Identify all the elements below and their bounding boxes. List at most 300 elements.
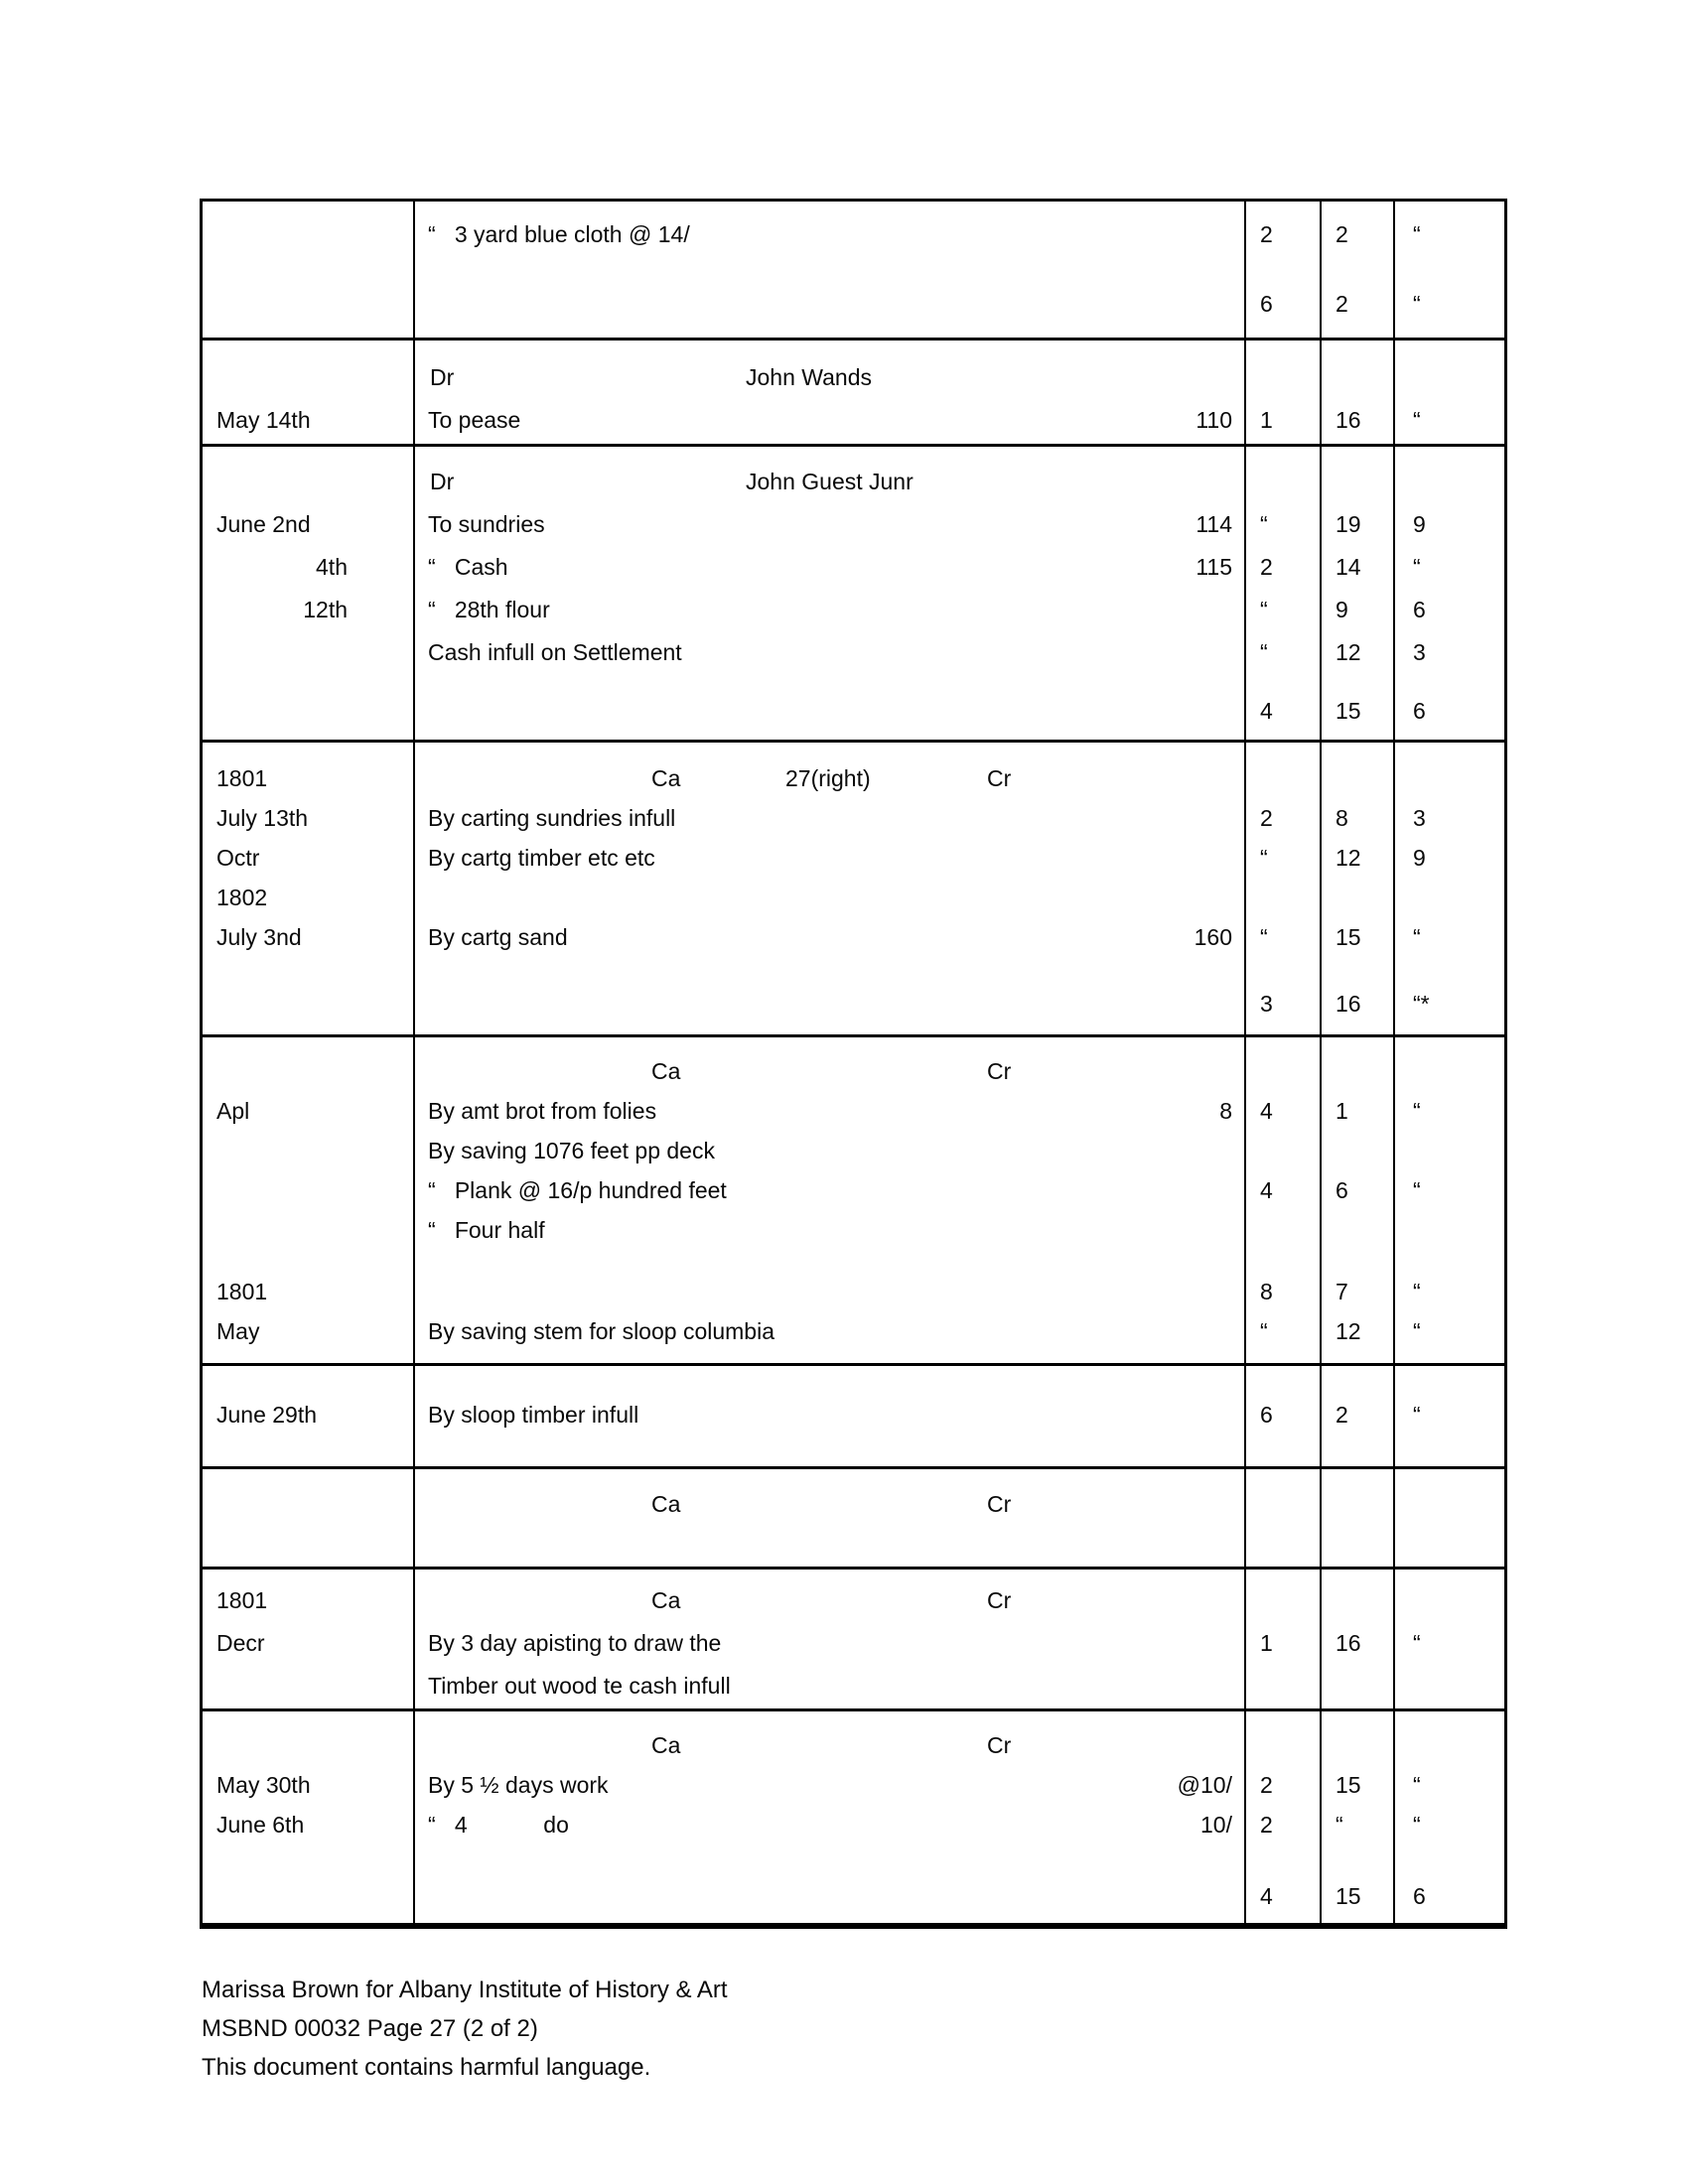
- amount-col2-cell: [1320, 1394, 1393, 1436]
- amount-col1-cell: [1244, 758, 1320, 798]
- amount-value: 3: [1413, 805, 1426, 831]
- description-cell: [413, 1091, 1244, 1131]
- amount-col3-cell: [1393, 631, 1504, 674]
- table-row: [203, 341, 1504, 447]
- account-name: John Wands: [746, 364, 872, 390]
- column-divider: [1244, 202, 1246, 1926]
- date-cell: [203, 1876, 413, 1916]
- description-cell: [413, 838, 1244, 878]
- amount-col3-cell: [1393, 1394, 1504, 1436]
- table-row: [203, 447, 1504, 743]
- entry-description: “ 28th flour: [428, 597, 550, 622]
- entry-description: “ 4 do: [428, 1812, 569, 1838]
- description-cell: [413, 1170, 1244, 1210]
- amount-col3-cell: [1393, 546, 1504, 589]
- amount-col1-cell: [1244, 917, 1320, 957]
- description-cell: [413, 631, 1244, 674]
- amount-value: “: [1336, 1812, 1343, 1838]
- amount-value: 2: [1336, 221, 1348, 247]
- amount-value: 2: [1336, 291, 1348, 317]
- amount-value: 9: [1413, 845, 1426, 871]
- table-line: [203, 461, 1504, 503]
- amount-col2-cell: [1320, 1311, 1393, 1351]
- account-name: John Guest Junr: [746, 469, 914, 494]
- cr-label: Cr: [987, 1491, 1012, 1517]
- folio-ref: 8: [1219, 1098, 1232, 1124]
- folio-ref: 115: [1196, 554, 1232, 580]
- date-text: 4th: [316, 554, 348, 580]
- description-cell: [413, 213, 1244, 256]
- cr-label: Cr: [987, 1587, 1012, 1613]
- amount-col3-cell: [1393, 1765, 1504, 1805]
- entry-description: By saving 1076 feet pp deck: [428, 1138, 715, 1163]
- description-cell: [413, 283, 1244, 326]
- amount-value: 4: [1260, 698, 1273, 724]
- amount-col1-cell: [1244, 1272, 1320, 1311]
- amount-col1-cell: [1244, 399, 1320, 442]
- date-cell: [203, 283, 413, 326]
- ca-label: Ca: [651, 1058, 681, 1084]
- entry-description: “ 3 yard blue cloth @ 14/: [428, 221, 690, 247]
- folio-ref: 110: [1196, 407, 1232, 433]
- amount-col3-cell: [1393, 1272, 1504, 1311]
- amount-value: 6: [1260, 291, 1273, 317]
- date-cell: [203, 399, 413, 442]
- date-text: Apl: [216, 1098, 250, 1124]
- date-text: 12th: [303, 597, 348, 622]
- amount-col1-cell: [1244, 1765, 1320, 1805]
- amount-value: “: [1413, 291, 1421, 317]
- amount-value: 12: [1336, 1318, 1361, 1344]
- date-cell: [203, 1805, 413, 1844]
- cr-label: Cr: [987, 1732, 1012, 1758]
- table-line: [203, 399, 1504, 442]
- ledger-table: [200, 199, 1507, 1929]
- amount-col2-cell: [1320, 1210, 1393, 1250]
- amount-value: “: [1260, 1318, 1268, 1344]
- description-cell: [413, 399, 1244, 442]
- amount-col1-cell: [1244, 1091, 1320, 1131]
- table-line: [203, 878, 1504, 917]
- amount-col3-cell: [1393, 399, 1504, 442]
- table-line: [203, 1170, 1504, 1210]
- table-line: [203, 589, 1504, 631]
- date-text: May: [216, 1318, 260, 1344]
- footer-attribution: Marissa Brown for Albany Institute of History & Art: [202, 1977, 728, 2003]
- amount-col2-cell: [1320, 1765, 1393, 1805]
- amount-value: “: [1413, 1772, 1421, 1798]
- amount-col1-cell: [1244, 356, 1320, 399]
- amount-value: 6: [1413, 597, 1426, 622]
- table-line: [203, 1876, 1504, 1916]
- description-cell: [413, 546, 1244, 589]
- amount-col2-cell: [1320, 1805, 1393, 1844]
- amount-value: 16: [1336, 407, 1361, 433]
- date-text: 1801: [216, 1587, 268, 1613]
- footer: [202, 1971, 728, 2087]
- entry-description: By cartg sand: [428, 924, 568, 950]
- folio-note: 27(right): [785, 765, 871, 791]
- date-cell: [203, 1725, 413, 1765]
- table-row: [203, 202, 1504, 341]
- amount-value: “: [1413, 1402, 1421, 1428]
- table-line: [203, 1725, 1504, 1765]
- date-cell: [203, 1170, 413, 1210]
- amount-value: 9: [1413, 511, 1426, 537]
- table-line: [203, 1394, 1504, 1436]
- description-cell: [413, 1210, 1244, 1250]
- table-line: [203, 1210, 1504, 1250]
- table-line: [203, 1622, 1504, 1665]
- table-line: [203, 503, 1504, 546]
- amount-col3-cell: [1393, 213, 1504, 256]
- amount-value: “: [1413, 1098, 1421, 1124]
- date-cell: [203, 1483, 413, 1526]
- date-cell: [203, 690, 413, 733]
- amount-value: 16: [1336, 991, 1361, 1017]
- amount-col1-cell: [1244, 690, 1320, 733]
- date-cell: [203, 1765, 413, 1805]
- amount-col3-cell: [1393, 758, 1504, 798]
- amount-col2-cell: [1320, 917, 1393, 957]
- date-cell: [203, 356, 413, 399]
- amount-col3-cell: [1393, 1170, 1504, 1210]
- amount-col1-cell: [1244, 1311, 1320, 1351]
- description-cell: [413, 1579, 1244, 1622]
- amount-value: 6: [1413, 698, 1426, 724]
- amount-value: 1: [1260, 407, 1273, 433]
- blank-line: [203, 1844, 1504, 1876]
- amount-col1-cell: [1244, 461, 1320, 503]
- amount-col1-cell: [1244, 838, 1320, 878]
- amount-value: “: [1413, 407, 1421, 433]
- amount-value: “: [1413, 1812, 1421, 1838]
- amount-col1-cell: [1244, 503, 1320, 546]
- description-cell: [413, 461, 1244, 503]
- table-row: [203, 743, 1504, 1037]
- amount-value: 1: [1336, 1098, 1348, 1124]
- table-row: [203, 1469, 1504, 1570]
- date-text: May 30th: [216, 1772, 311, 1798]
- amount-value: “: [1260, 511, 1268, 537]
- amount-value: “: [1413, 1318, 1421, 1344]
- date-cell: [203, 1051, 413, 1091]
- amount-col3-cell: [1393, 1876, 1504, 1916]
- date-cell: [203, 1091, 413, 1131]
- amount-value: “: [1413, 554, 1421, 580]
- amount-col3-cell: [1393, 1131, 1504, 1170]
- description-cell: [413, 356, 1244, 399]
- table-line: [203, 1665, 1504, 1707]
- amount-value: “: [1413, 1279, 1421, 1304]
- description-cell: [413, 589, 1244, 631]
- table-line: [203, 1272, 1504, 1311]
- amount-col3-cell: [1393, 589, 1504, 631]
- amount-col3-cell: [1393, 356, 1504, 399]
- amount-value: 4: [1260, 1098, 1273, 1124]
- description-cell: [413, 1051, 1244, 1091]
- table-line: [203, 1765, 1504, 1805]
- date-cell: [203, 758, 413, 798]
- description-cell: [413, 1394, 1244, 1436]
- amount-value: 2: [1260, 1772, 1273, 1798]
- date-cell: [203, 1394, 413, 1436]
- amount-value: “: [1260, 924, 1268, 950]
- amount-col2-cell: [1320, 1272, 1393, 1311]
- description-cell: [413, 798, 1244, 838]
- amount-col2-cell: [1320, 1051, 1393, 1091]
- amount-value: 12: [1336, 639, 1361, 665]
- amount-col1-cell: [1244, 1805, 1320, 1844]
- table-line: [203, 1051, 1504, 1091]
- amount-col2-cell: [1320, 984, 1393, 1024]
- amount-col2-cell: [1320, 1170, 1393, 1210]
- amount-col2-cell: [1320, 838, 1393, 878]
- description-cell: [413, 758, 1244, 798]
- date-cell: [203, 461, 413, 503]
- amount-value: 4: [1260, 1177, 1273, 1203]
- date-text: 1801: [216, 1279, 268, 1304]
- date-cell: [203, 503, 413, 546]
- amount-value: 2: [1260, 221, 1273, 247]
- column-divider: [1320, 202, 1322, 1926]
- amount-col3-cell: [1393, 1091, 1504, 1131]
- folio-ref: @10/: [1177, 1772, 1232, 1798]
- amount-col2-cell: [1320, 1131, 1393, 1170]
- amount-col1-cell: [1244, 1210, 1320, 1250]
- date-text: May 14th: [216, 407, 311, 433]
- amount-value: “: [1413, 221, 1421, 247]
- entry-description: Cash infull on Settlement: [428, 639, 682, 665]
- amount-col1-cell: [1244, 1394, 1320, 1436]
- amount-value: “: [1260, 597, 1268, 622]
- amount-col1-cell: [1244, 589, 1320, 631]
- date-cell: [203, 589, 413, 631]
- blank-line: [203, 957, 1504, 984]
- date-cell: [203, 1272, 413, 1311]
- amount-value: 7: [1336, 1279, 1348, 1304]
- amount-col1-cell: [1244, 1622, 1320, 1665]
- table-line: [203, 838, 1504, 878]
- amount-col1-cell: [1244, 1665, 1320, 1707]
- amount-col2-cell: [1320, 1579, 1393, 1622]
- folio-ref: 10/: [1200, 1812, 1232, 1838]
- entry-description: By 3 day apisting to draw the: [428, 1630, 722, 1656]
- date-text: July 13th: [216, 805, 309, 831]
- date-cell: [203, 1579, 413, 1622]
- amount-col1-cell: [1244, 631, 1320, 674]
- table-row: [203, 1366, 1504, 1469]
- entry-description: “ Plank @ 16/p hundred feet: [428, 1177, 727, 1203]
- entry-description: By saving stem for sloop columbia: [428, 1318, 774, 1344]
- date-cell: [203, 878, 413, 917]
- amount-col2-cell: [1320, 1622, 1393, 1665]
- amount-col1-cell: [1244, 213, 1320, 256]
- column-divider: [1393, 202, 1395, 1926]
- amount-value: 4: [1260, 1883, 1273, 1909]
- entry-description: By sloop timber infull: [428, 1402, 639, 1428]
- amount-col2-cell: [1320, 503, 1393, 546]
- table-line: [203, 690, 1504, 733]
- amount-col3-cell: [1393, 1725, 1504, 1765]
- description-cell: [413, 1765, 1244, 1805]
- entry-description: To sundries: [428, 511, 545, 537]
- amount-col1-cell: [1244, 1725, 1320, 1765]
- amount-value: “: [1413, 1630, 1421, 1656]
- ca-label: Ca: [651, 1587, 681, 1613]
- date-text: June 29th: [216, 1402, 318, 1428]
- entry-description: By cartg timber etc etc: [428, 845, 655, 871]
- amount-col3-cell: [1393, 1051, 1504, 1091]
- amount-value: 3: [1260, 991, 1273, 1017]
- table-row: [203, 1570, 1504, 1711]
- amount-col2-cell: [1320, 1483, 1393, 1526]
- date-text: 1802: [216, 885, 268, 910]
- amount-col1-cell: [1244, 1051, 1320, 1091]
- amount-col2-cell: [1320, 690, 1393, 733]
- blank-line: [203, 256, 1504, 283]
- cr-label: Cr: [987, 765, 1012, 791]
- amount-value: 19: [1336, 511, 1361, 537]
- description-cell: [413, 1272, 1244, 1311]
- amount-col1-cell: [1244, 984, 1320, 1024]
- entry-description: To pease: [428, 407, 521, 433]
- amount-value: 2: [1260, 805, 1273, 831]
- amount-value: 2: [1336, 1402, 1348, 1428]
- amount-value: 8: [1336, 805, 1348, 831]
- table-line: [203, 1483, 1504, 1526]
- amount-col1-cell: [1244, 798, 1320, 838]
- table-line: [203, 758, 1504, 798]
- date-text: June 6th: [216, 1812, 305, 1838]
- table-line: [203, 984, 1504, 1024]
- description-cell: [413, 878, 1244, 917]
- amount-col1-cell: [1244, 546, 1320, 589]
- blank-line: [203, 674, 1504, 690]
- description-cell: [413, 1876, 1244, 1916]
- table-line: [203, 631, 1504, 674]
- amount-col2-cell: [1320, 356, 1393, 399]
- amount-value: “: [1413, 1177, 1421, 1203]
- amount-value: 15: [1336, 1883, 1361, 1909]
- amount-value: “: [1260, 639, 1268, 665]
- amount-value: “: [1413, 924, 1421, 950]
- table-line: [203, 1311, 1504, 1351]
- description-cell: [413, 1131, 1244, 1170]
- table-row: [203, 1711, 1504, 1926]
- folio-ref: 114: [1196, 511, 1232, 537]
- amount-col2-cell: [1320, 1665, 1393, 1707]
- description-cell: [413, 1311, 1244, 1351]
- amount-col3-cell: [1393, 1622, 1504, 1665]
- table-line: [203, 1805, 1504, 1844]
- ca-label: Ca: [651, 765, 681, 791]
- ca-label: Ca: [651, 1491, 681, 1517]
- amount-value: 15: [1336, 698, 1361, 724]
- description-cell: [413, 1622, 1244, 1665]
- amount-col1-cell: [1244, 1876, 1320, 1916]
- amount-col1-cell: [1244, 1579, 1320, 1622]
- amount-col1-cell: [1244, 1483, 1320, 1526]
- table-line: [203, 546, 1504, 589]
- table-row: [203, 1037, 1504, 1366]
- amount-col3-cell: [1393, 1210, 1504, 1250]
- amount-col3-cell: [1393, 1483, 1504, 1526]
- description-cell: [413, 1725, 1244, 1765]
- amount-col2-cell: [1320, 1876, 1393, 1916]
- amount-col3-cell: [1393, 1311, 1504, 1351]
- description-cell: [413, 503, 1244, 546]
- blank-line: [203, 1250, 1504, 1272]
- dr-label: Dr: [430, 364, 455, 390]
- amount-col2-cell: [1320, 213, 1393, 256]
- date-text: July 3nd: [216, 924, 302, 950]
- description-cell: [413, 1665, 1244, 1707]
- entry-description: By 5 ½ days work: [428, 1772, 609, 1798]
- amount-col1-cell: [1244, 878, 1320, 917]
- dr-label: Dr: [430, 469, 455, 494]
- amount-col1-cell: [1244, 283, 1320, 326]
- date-text: Decr: [216, 1630, 265, 1656]
- amount-col3-cell: [1393, 283, 1504, 326]
- amount-col2-cell: [1320, 1725, 1393, 1765]
- amount-value: 12: [1336, 845, 1361, 871]
- footer-disclaimer: This document contains harmful language.: [202, 2054, 651, 2081]
- amount-col2-cell: [1320, 1091, 1393, 1131]
- description-cell: [413, 1805, 1244, 1844]
- amount-value: 15: [1336, 924, 1361, 950]
- amount-col2-cell: [1320, 589, 1393, 631]
- amount-col1-cell: [1244, 1131, 1320, 1170]
- date-text: Octr: [216, 845, 260, 871]
- amount-col3-cell: [1393, 690, 1504, 733]
- amount-value: 2: [1260, 554, 1273, 580]
- table-line: [203, 917, 1504, 957]
- amount-value: 8: [1260, 1279, 1273, 1304]
- column-divider: [413, 202, 415, 1926]
- amount-value: “*: [1413, 991, 1430, 1017]
- amount-col1-cell: [1244, 1170, 1320, 1210]
- date-cell: [203, 631, 413, 674]
- amount-value: “: [1260, 845, 1268, 871]
- entry-description: “ Four half: [428, 1217, 545, 1243]
- amount-col2-cell: [1320, 399, 1393, 442]
- amount-value: 9: [1336, 597, 1348, 622]
- amount-col2-cell: [1320, 798, 1393, 838]
- amount-value: 3: [1413, 639, 1426, 665]
- amount-col2-cell: [1320, 878, 1393, 917]
- date-cell: [203, 1665, 413, 1707]
- amount-col3-cell: [1393, 1579, 1504, 1622]
- date-cell: [203, 917, 413, 957]
- table-line: [203, 798, 1504, 838]
- entry-description: By carting sundries infull: [428, 805, 676, 831]
- table-line: [203, 1131, 1504, 1170]
- description-cell: [413, 690, 1244, 733]
- date-cell: [203, 798, 413, 838]
- amount-col2-cell: [1320, 283, 1393, 326]
- amount-col3-cell: [1393, 838, 1504, 878]
- amount-col2-cell: [1320, 546, 1393, 589]
- date-cell: [203, 1131, 413, 1170]
- amount-col2-cell: [1320, 461, 1393, 503]
- amount-value: 2: [1260, 1812, 1273, 1838]
- footer-reference: MSBND 00032 Page 27 (2 of 2): [202, 2015, 538, 2042]
- table-line: [203, 283, 1504, 326]
- date-cell: [203, 213, 413, 256]
- amount-col3-cell: [1393, 798, 1504, 838]
- amount-value: 6: [1260, 1402, 1273, 1428]
